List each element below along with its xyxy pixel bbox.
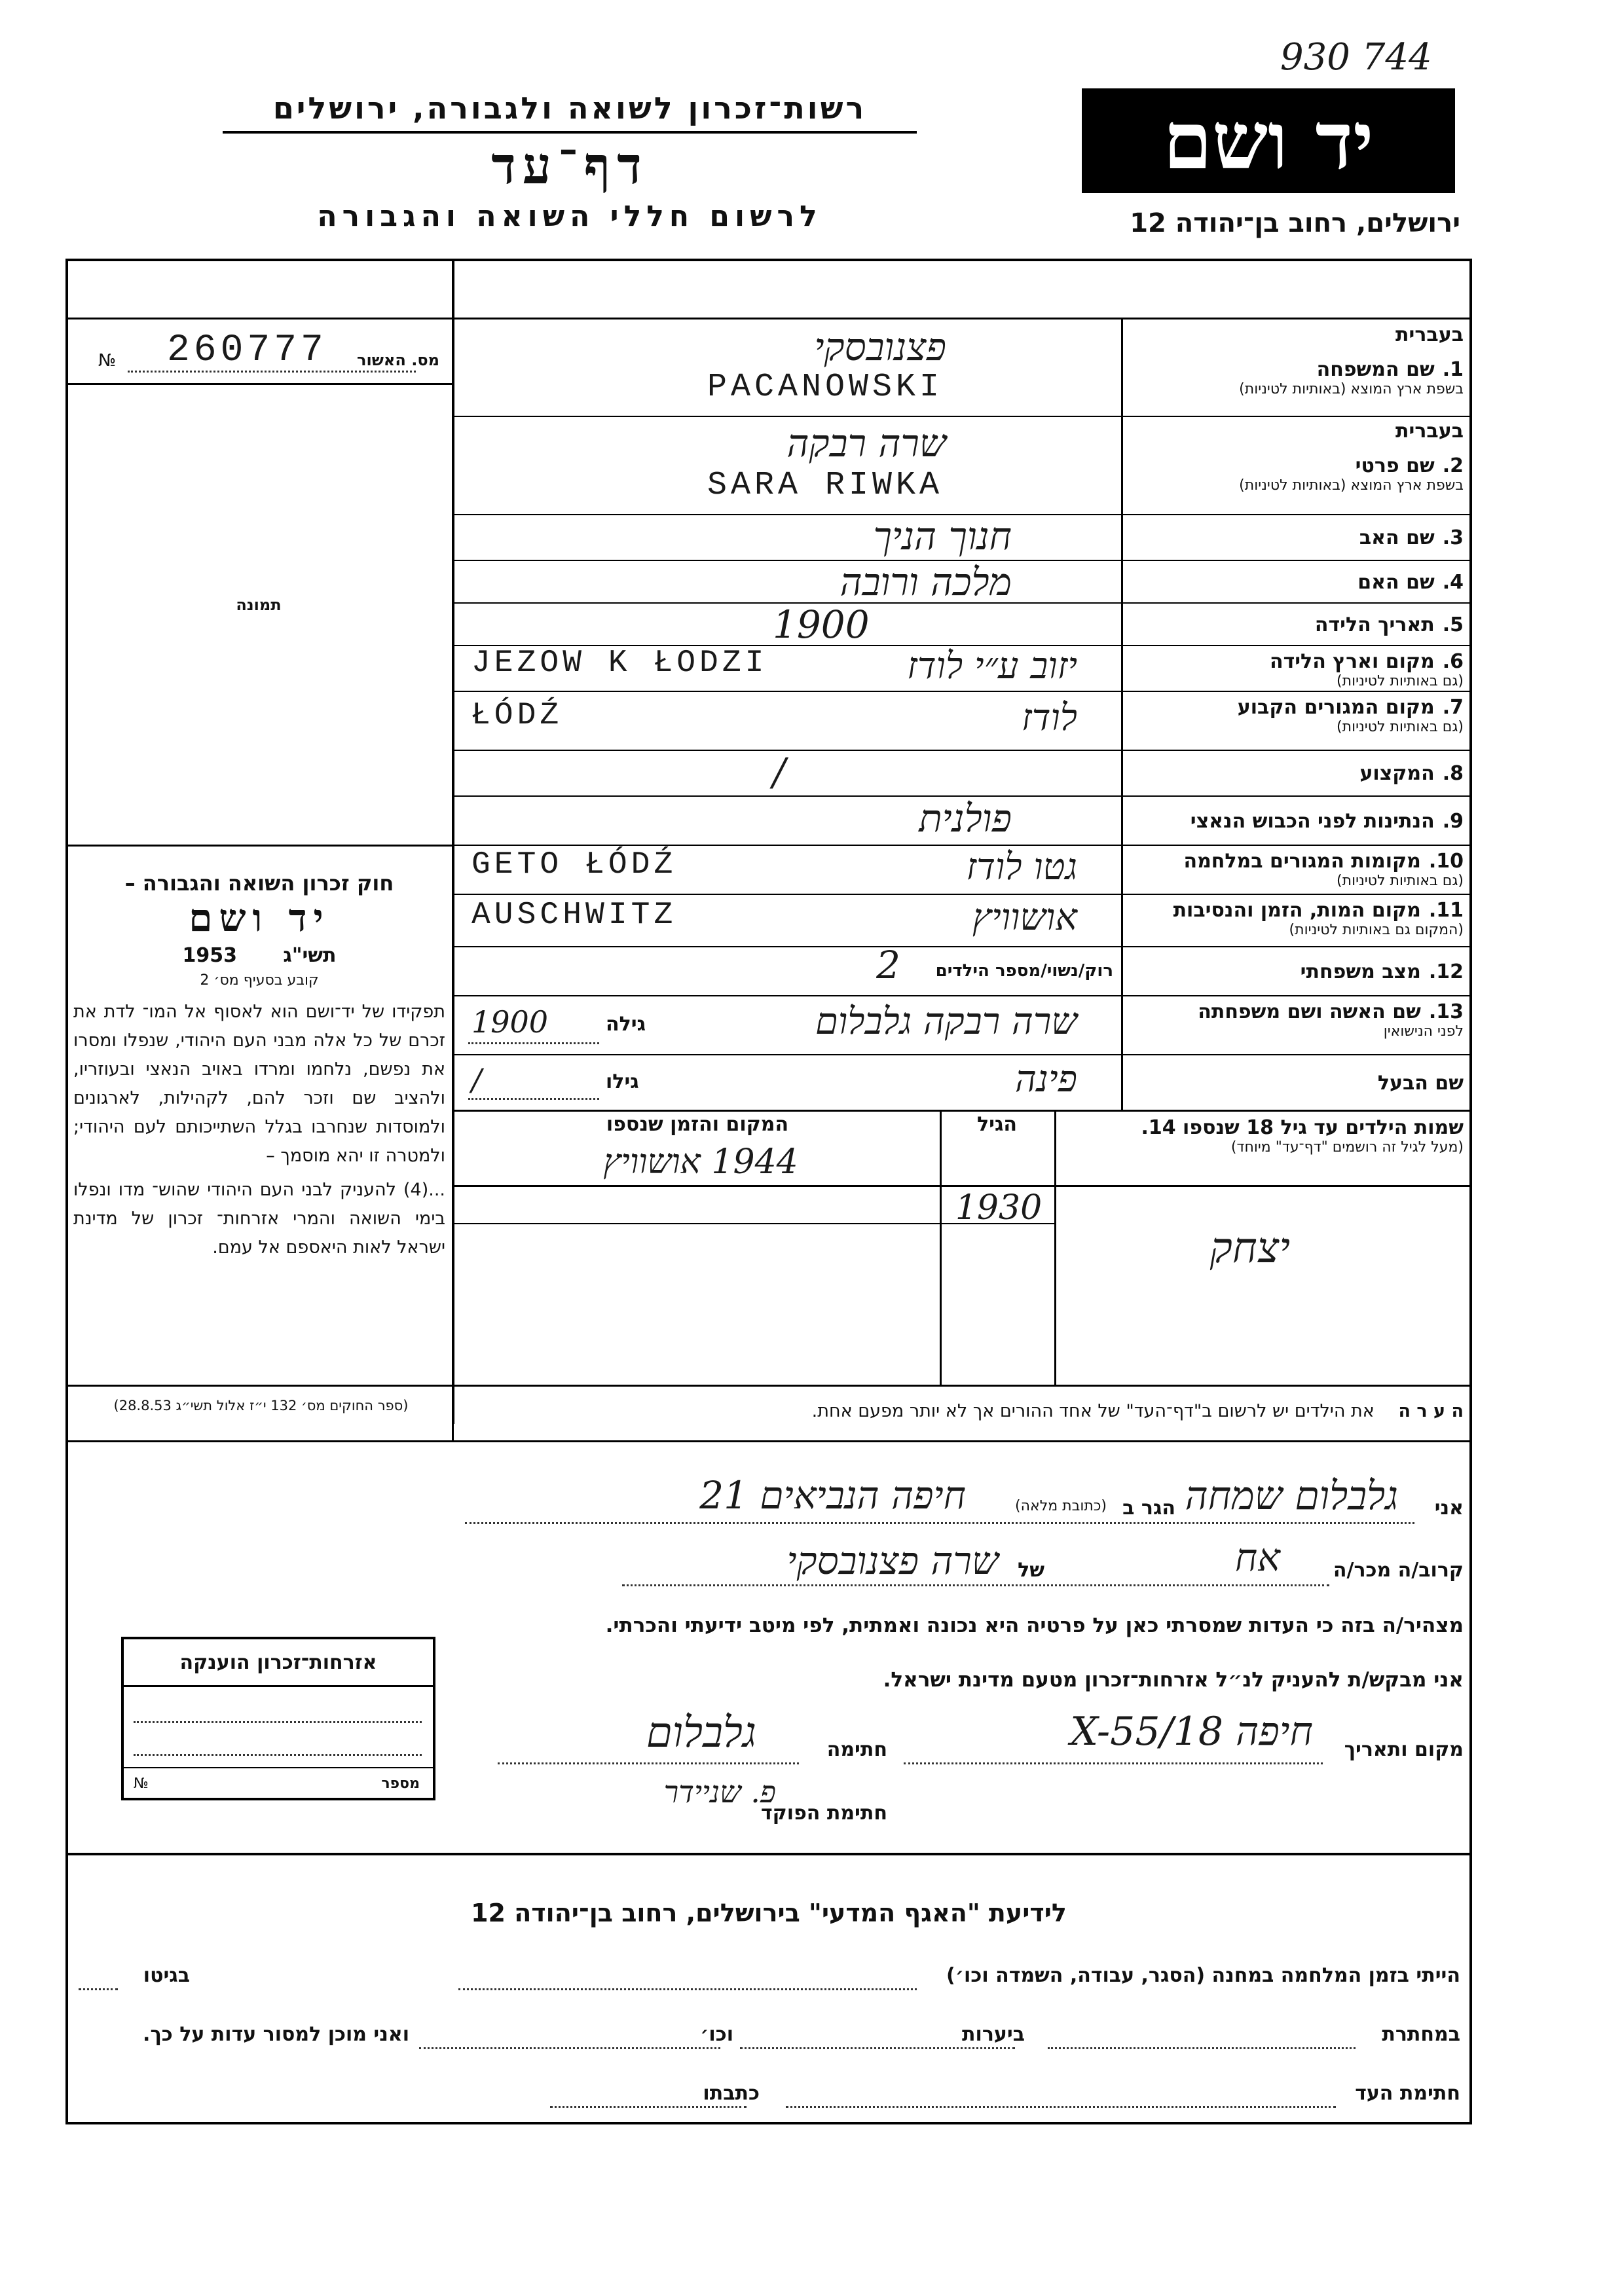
form-title: דף־עד <box>491 136 648 196</box>
children-note <box>458 1401 1464 1421</box>
citizenship-no-sign: № <box>134 1776 149 1792</box>
law-panel <box>73 871 445 1262</box>
field-label: שם האב <box>1359 526 1435 549</box>
field-label-cell <box>1126 647 1464 689</box>
field-value-cell <box>458 845 1116 894</box>
field-sub: (גם באותיות לטיניות) <box>1337 873 1464 889</box>
field-num: 8. <box>1442 762 1464 785</box>
footer-divider <box>65 1853 1472 1855</box>
hebrew-tag: בעברית <box>1395 420 1464 443</box>
children-col-age: הגיל <box>977 1113 1017 1136</box>
footer-line-2 <box>79 2013 1460 2059</box>
age-value: 1900 <box>471 1004 549 1040</box>
field-num: 7. <box>1442 696 1464 719</box>
address: ירושלים, רחוב בן־יהודה 12 <box>1130 208 1460 238</box>
of-label: של <box>1018 1559 1044 1582</box>
law-text-2: ...(4) להעניק לבני העם היהודי שהוש־ מדו ונפלו בימי השואה והמרי אזרחות־ זכרון של מדינת ישראל לאות היאספם אל עמם. <box>73 1180 445 1258</box>
footer-line-1 <box>79 1954 1460 2000</box>
value-hebrew: 1900 <box>773 602 870 647</box>
age-label: גילה <box>606 1013 646 1036</box>
field-label: שם פרטי <box>1355 454 1435 477</box>
declarant-line-1 <box>458 1473 1464 1525</box>
law-year: 1953 <box>182 944 237 967</box>
value-latin: JEZOW K ŁODZI <box>471 646 768 681</box>
children-num: 14. <box>1141 1116 1176 1139</box>
registration-number-value: 260777 <box>167 329 327 372</box>
value-hebrew: פצנובסקי <box>814 325 946 369</box>
yad-vashem-logo <box>1082 88 1455 193</box>
law-name: יד ושם <box>189 896 330 940</box>
value-hebrew: אושוויץ <box>972 896 1077 939</box>
field-num: 4. <box>1442 570 1464 594</box>
left-column-divider <box>452 259 454 1424</box>
field-label: שם האם <box>1357 570 1435 594</box>
value-hebrew: שרה רבקה גלבלום <box>815 1000 1077 1043</box>
underground-label: במחתרת <box>1382 2023 1460 2046</box>
footer-line-3 <box>79 2072 1460 2118</box>
field-label-cell <box>1126 798 1464 843</box>
authority-underline <box>223 131 917 134</box>
field-num: 10. <box>1428 850 1464 873</box>
field-value-cell <box>458 995 1116 1054</box>
value-hebrew: חנוך הניך <box>873 514 1012 558</box>
value-latin: PACANOWSKI <box>707 369 944 406</box>
law-citation: (ספר החוקים מס׳ 132 י״ז אלול תשי״ג 28.8.53) <box>113 1398 409 1413</box>
field-num: 5. <box>1442 613 1464 636</box>
photo-bottom-line <box>65 845 452 847</box>
field-sub: (המקום גם באותיות לטיניות) <box>1289 922 1464 938</box>
field-label: שם הבעל <box>1377 1071 1464 1095</box>
field-value-cell <box>458 943 1116 995</box>
child-row-2-name: יצחק <box>1209 1224 1290 1273</box>
field-label-cell <box>1126 517 1464 558</box>
field-label: מקום המגורים הקבוע <box>1237 696 1435 719</box>
value-hebrew: גטו לודז <box>966 845 1077 888</box>
field-num: 11. <box>1428 899 1464 922</box>
field-label: מקום וארץ הלידה <box>1269 650 1435 673</box>
registration-no-sign: № <box>98 351 117 371</box>
form-subtitle: לרשום חללי השואה והגבורה <box>317 200 822 233</box>
photo-label: תמונה <box>236 596 282 614</box>
place-date-label: מקום ותאריך <box>1344 1738 1464 1761</box>
field-value-cell <box>458 319 1116 416</box>
note-divider-vertical <box>452 1385 454 1440</box>
field-sub: (גם באותיות לטיניות) <box>1337 719 1464 735</box>
field-label-cell <box>1126 752 1464 794</box>
camp-label: הייתי בזמן המלחמה במחנה (הסגר, עבודה, השמדה וכו׳) <box>946 1964 1460 1987</box>
field-value-cell <box>458 645 1116 691</box>
value-hebrew: מלכה ורובה <box>840 560 1012 604</box>
witness-address-label: כתבתו <box>703 2082 760 2105</box>
children-col-place: המקום והזמן שנספו <box>606 1113 789 1136</box>
archive-number: 930 744 <box>1280 36 1432 79</box>
left-top-line <box>65 318 452 319</box>
field-label: מקומות המגורים במלחמה <box>1183 850 1421 873</box>
field-value-cell <box>458 1054 1116 1110</box>
field-label: תאריך הלידה <box>1314 613 1435 636</box>
field-num: 2. <box>1442 454 1464 477</box>
field-value-cell <box>458 514 1116 560</box>
value-latin: AUSCHWITZ <box>471 898 677 933</box>
law-text-1: תפקידו של יד־ושם הוא לאסוף אל המו־ לדת את זכרם של כל אלה מבני העם היהודי, שנפלו ומסרו את נפשם, נלחמו ומרדו באויב הנאצי ובעוזריו, ולהציב שם וזכר להם, לקהילות, לארגונים ולמוסדות שנחרבו בגלל השתייכותם לעם היהודי; ולמטרה זו יהא מוסמך – <box>73 1002 445 1166</box>
field-value-cell <box>458 750 1116 795</box>
field-num: 9. <box>1442 809 1464 833</box>
logo-text: יד ושם <box>1163 94 1374 187</box>
signature-label: חתימה <box>826 1738 887 1761</box>
value-hebrew: לודז <box>1021 697 1077 739</box>
field-extra: רוק/נשוי/מספר הילדים <box>935 960 1113 981</box>
field-num: 13. <box>1428 1000 1464 1023</box>
field-num: 12. <box>1428 960 1464 983</box>
age-label: גילו <box>606 1070 639 1093</box>
label-column-divider <box>1121 318 1123 1110</box>
field-label-cell <box>1126 562 1464 601</box>
citizenship-box <box>121 1637 435 1800</box>
value-hebrew: / <box>773 750 786 794</box>
willing-label: ואני מוכן למסור עדות על כך. <box>143 2023 409 2046</box>
value-hebrew: יזוב ע״י לודז <box>907 645 1077 687</box>
field-value-cell <box>458 560 1116 602</box>
signature-value: גלבלום <box>646 1709 756 1757</box>
field-num: 1. <box>1442 358 1464 381</box>
field-label-cell <box>1126 418 1464 513</box>
value-hebrew: 2 <box>876 943 900 987</box>
declarant-address: חיפה הנביאים 21 <box>699 1473 966 1518</box>
field-value-cell <box>458 602 1116 645</box>
field-sub: בשפת ארץ המוצא (באותיות לטיניות) <box>1239 477 1464 494</box>
field-num: 3. <box>1442 526 1464 549</box>
children-col-divider-1 <box>1054 1110 1056 1385</box>
field-label-cell <box>1126 847 1464 892</box>
note-bottom-line <box>65 1440 1472 1442</box>
citizenship-number-label: מספר <box>381 1776 420 1792</box>
field-sub: לפני הנישואין <box>1383 1023 1464 1040</box>
citizenship-title: אזרחות־זכרון הוענקה <box>179 1651 377 1674</box>
footer-title: לידיעת "האגף המדעי" בירושלים, רחוב בן־יהודה 12 <box>471 1899 1067 1927</box>
value-latin: ŁÓDŹ <box>471 698 563 733</box>
field-label: שם האשה ושם משפחתה <box>1198 1000 1421 1023</box>
children-header <box>1061 1116 1464 1156</box>
ghetto-label: בגיטו <box>143 1964 190 1987</box>
address-hint: (כתובת מלאה) <box>1015 1498 1107 1514</box>
field-value-cell <box>458 795 1116 845</box>
field-value-cell <box>458 894 1116 946</box>
field-label-cell <box>1126 693 1464 748</box>
residing-label: הגר ב <box>1122 1497 1175 1520</box>
age-value: / <box>471 1061 482 1097</box>
registration-line <box>65 383 452 385</box>
field-label-cell <box>1126 605 1464 644</box>
field-sub: בשפת ארץ המוצא (באותיות לטיניות) <box>1239 381 1464 397</box>
etc-label: וכו׳ <box>700 2023 733 2046</box>
witness-sign-label: חתימת העד <box>1355 2082 1460 2105</box>
relation-value: אח <box>1234 1535 1280 1580</box>
value-latin: GETO ŁÓDŹ <box>471 847 677 883</box>
field-label: הנתינות לפני הכבוש הנאצי <box>1190 809 1435 833</box>
registration-number-field <box>92 326 445 378</box>
children-top-line <box>452 1110 1472 1112</box>
declarant-line-2 <box>458 1535 1464 1588</box>
children-label: שמות הילדים עד גיל 18 שנספו <box>1183 1116 1464 1139</box>
official-label: חתימת הפוקד <box>761 1802 887 1825</box>
children-bottom-line <box>65 1385 1472 1387</box>
field-label: המקצוע <box>1359 762 1435 785</box>
registration-label: מס. האשור <box>357 351 439 369</box>
declaration-text: מצהיר/ה בזה כי העדות שמסרתי כאן על פרטיה היא נכונה ואמתית, לפי מיטב ידיעתי והכרתי. <box>605 1614 1464 1637</box>
forests-label: ביערות <box>962 2023 1025 2046</box>
declarant-line-3 <box>458 1702 1464 1768</box>
note-label: ה ע ר ה <box>1398 1401 1464 1421</box>
hebrew-tag: בעברית <box>1395 323 1464 346</box>
field-label: מצב משפחתי <box>1300 960 1421 983</box>
field-value-cell <box>458 416 1116 514</box>
of-name: שרה פצנובסקי <box>786 1539 999 1583</box>
children-col-divider-2 <box>940 1110 942 1385</box>
value-hebrew: פינה <box>1014 1057 1077 1101</box>
field-sub: (גם באותיות לטיניות) <box>1337 673 1464 689</box>
field-label-cell <box>1126 949 1464 994</box>
child-row-2-age: 1930 <box>955 1188 1043 1228</box>
official-signature: פ. שניידר <box>663 1774 776 1810</box>
field-label-cell <box>1126 896 1464 945</box>
field-label: מקום המות, הזמן והנסיבות <box>1173 899 1421 922</box>
field-num: 6. <box>1442 650 1464 673</box>
value-latin: SARA RIWKA <box>707 467 944 504</box>
request-text: אני מבקש/ת להעניק לנ״ל אזרחות־זכרון מטעם מדינת ישראל. <box>883 1668 1464 1692</box>
field-label-cell <box>1126 322 1464 414</box>
note-text: את הילדים יש לרשום ב"דף־העד" של אחד ההורים אך לא יותר מפעם אחת. <box>811 1401 1375 1421</box>
declarant-name: גלבלום שמחה <box>1185 1473 1398 1519</box>
children-sub: (מעל לגיל זה רושמים "דף־עד" מיוחד) <box>1230 1139 1464 1156</box>
law-year-he: תשי"ג <box>283 944 337 967</box>
field-value-cell <box>458 691 1116 750</box>
children-header-line <box>452 1185 1472 1187</box>
ani-label: אני <box>1434 1497 1464 1520</box>
child-row-1-place: 1944 אושוויץ <box>603 1142 798 1182</box>
relative-label: קרוב/ה מכר/ה <box>1333 1559 1464 1582</box>
place-date-value: חיפה 18/X-55 <box>1070 1709 1313 1755</box>
field-label: שם המשפחה <box>1316 358 1435 381</box>
value-hebrew: פולנית <box>919 795 1012 841</box>
field-label-cell <box>1126 1057 1464 1108</box>
field-label-cell <box>1126 998 1464 1053</box>
authority-title: רשות־זכרון לשואה ולגבורה, ירושלים <box>272 90 867 126</box>
law-title: חוק זכרון השואה והגבורה – <box>124 871 394 896</box>
official-line <box>458 1774 1464 1827</box>
law-section: קובע בסעיף מס׳ 2 <box>200 972 319 989</box>
value-hebrew: שרה רבקה <box>786 421 946 465</box>
